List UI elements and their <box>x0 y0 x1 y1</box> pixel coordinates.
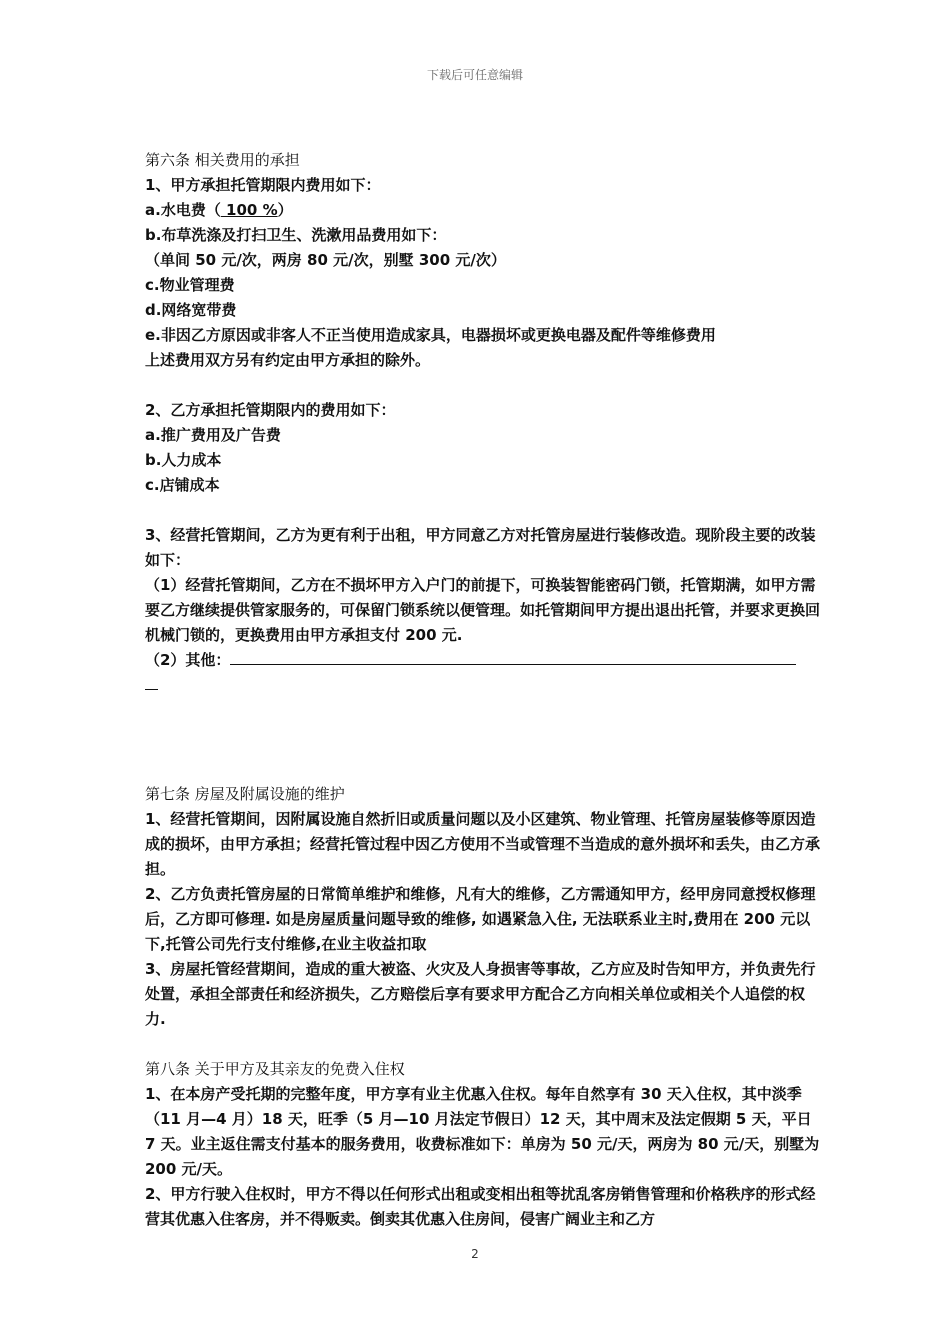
item-a-prefix: a.水电费（ <box>145 201 221 219</box>
article6-item-b-detail: （单间 50 元/次，两房 80 元/次，别墅 300 元/次） <box>145 251 506 269</box>
article6-p2-item-b: b.人力成本 <box>145 451 222 469</box>
item-a-value: 100 % <box>220 201 278 219</box>
other-label: （2）其他： <box>145 651 231 669</box>
article7-p2: 2、乙方负责托管房屋的日常简单维护和维修，凡有大的维修，乙方需通知甲方，经甲房同意授权修理后，乙方即可修理. 如是房屋质量问题导致的维修, 如遇紧急入住, 无法联系业主时,费用在 200 元以下,托管公司先行支付维修,在业主收益扣取 <box>145 885 816 953</box>
article6-note: 上述费用双方另有约定由甲方承担的除外。 <box>145 351 431 369</box>
page-header: 下载后可任意编辑 <box>426 68 523 82</box>
article6-item-e: e.非因乙方原因或非客人不正当使用造成家具，电器损坏或更换电器及配件等维修费用 <box>145 326 716 344</box>
article6-title: 第六条 相关费用的承担 <box>145 151 300 169</box>
article6-p3-1: （1）经营托管期间，乙方在不损坏甲方入户门的前提下，可换装智能密码门锁，托管期满，如甲方需要乙方继续提供管家服务的，可保留门锁系统以便管理。如托管期间甲方提出退出托管，并要求更换回机械门锁的，更换费用由甲方承担支付 200 元. <box>145 576 821 644</box>
article6-p2-intro: 2、乙方承担托管期限内的费用如下： <box>145 401 396 419</box>
document-body <box>145 148 825 1232</box>
blank-fill-line <box>230 648 796 665</box>
article7-p3: 3、房屋托管经营期间，造成的重大被盗、火灾及人身损害等事故，乙方应及时告知甲方，并负责先行处置，承担全部责任和经济损失，乙方赔偿后享有要求甲方配合乙方向相关单位或相关个人追偿的权力. <box>145 960 816 1028</box>
article6-p2-item-a: a.推广费用及广告费 <box>145 426 281 444</box>
article6-p3-2 <box>145 648 825 673</box>
article6-item-b: b.布草洗涤及打扫卫生、洗漱用品费用如下： <box>145 226 447 244</box>
article7-p1: 1、经营托管期间，因附属设施自然折旧或质量问题以及小区建筑、物业管理、托管房屋装修等原因造成的损坏，由甲方承担；经营托管过程中因乙方使用不当或管理不当造成的意外损坏和丢失，由乙方承担。 <box>145 810 821 878</box>
article8-title: 第八条 关于甲方及其亲友的免费入住权 <box>145 1060 405 1078</box>
article6-item-d: d.网络宽带费 <box>145 301 237 319</box>
article7-title: 第七条 房屋及附属设施的维护 <box>145 785 345 803</box>
article6-p1-intro: 1、甲方承担托管期限内费用如下： <box>145 176 381 194</box>
page-number: 2 <box>471 1247 479 1261</box>
blank-fill-tail <box>145 673 825 698</box>
article8-p1: 1、在本房产受托期的完整年度，甲方享有业主优惠入住权。每年自然享有 30 天入住权，其中淡季（11 月—4 月）18 天，旺季（5 月—10 月法定节假日）12 天，其中周末及法定假期 5 天，平日 7 天。业主返住需支付基本的服务费用，收费标准如下：单房为 50 元/天，两房为 80 元/天，别墅为 200 元/天。 <box>145 1085 820 1178</box>
article6-p3: 3、经营托管期间，乙方为更有利于出租，甲方同意乙方对托管房屋进行装修改造。现阶段主要的改装如下： <box>145 526 816 569</box>
article6-item-c: c.物业管理费 <box>145 276 235 294</box>
article8-p2: 2、甲方行驶入住权时，甲方不得以任何形式出租或变相出租等扰乱客房销售管理和价格秩序的形式经营其优惠入住客房，并不得贩卖。倒卖其优惠入住房间，侵害广阔业主和乙方 <box>145 1185 816 1228</box>
article6-item-a <box>145 198 825 223</box>
article6-p2-item-c: c.店铺成本 <box>145 476 220 494</box>
item-a-suffix: ） <box>277 201 293 219</box>
